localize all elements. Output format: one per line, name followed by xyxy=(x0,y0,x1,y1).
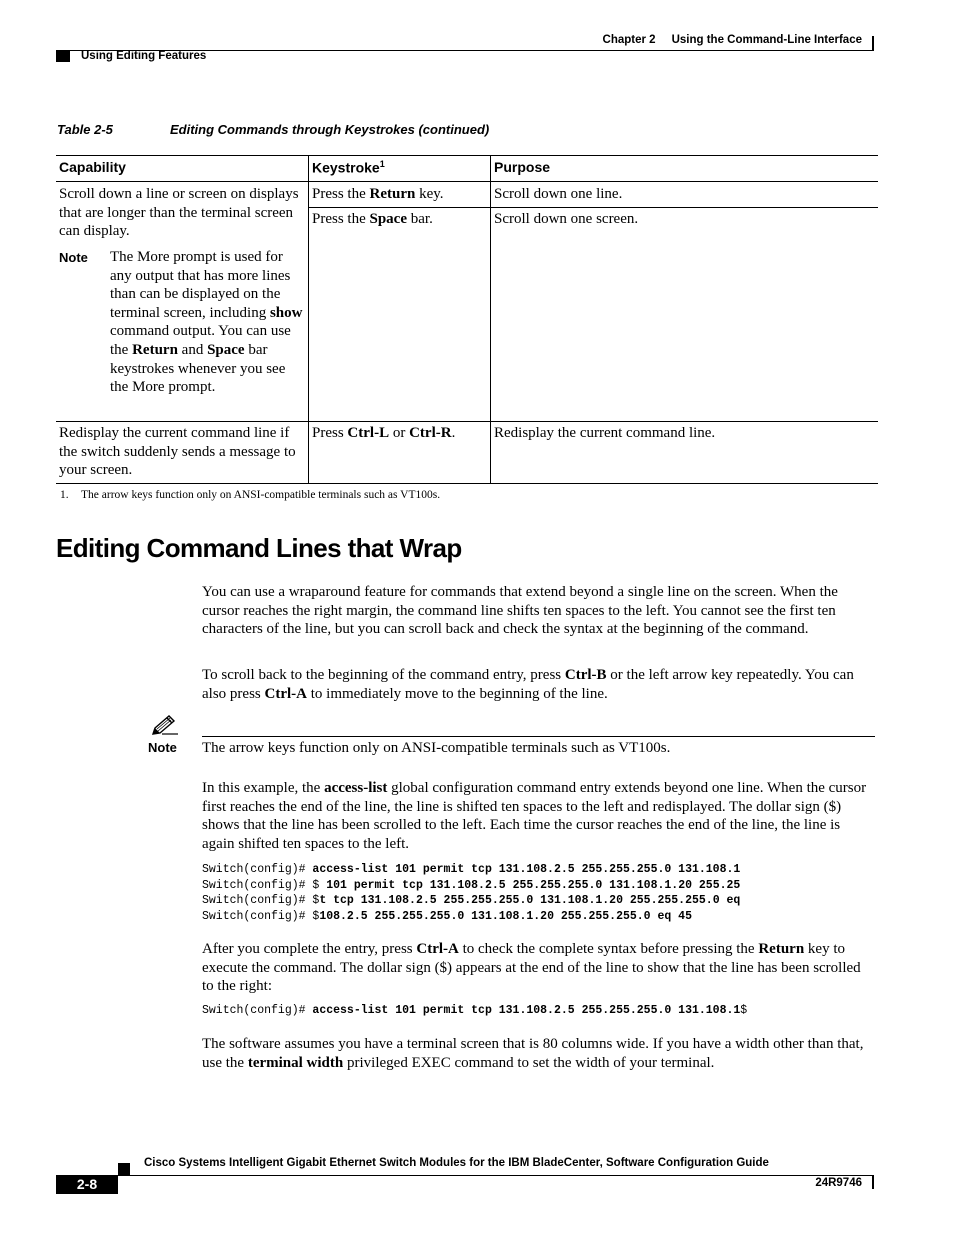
footnote-text: The arrow keys function only on ANSI-compatible terminals such as VT100s. xyxy=(81,489,441,501)
table-note-text: The More prompt is used for any output that has more lines than can be displayed on the terminal screen, including show command output. You can use the Return and Space bar keystrokes whenever you see the More prompt. xyxy=(110,249,303,396)
paragraph: The software assumes you have a terminal screen that is 80 columns wide. If you have a width other than that, use the terminal width privileged EXEC command to set the width of your terminal. xyxy=(202,1036,864,1071)
page-number: 2-8 xyxy=(56,1175,118,1194)
header-chapter xyxy=(560,34,862,46)
code-line: Switch(config)# access-list 101 permit tcp 131.108.2.5 255.255.255.0 131.108.1 xyxy=(202,863,741,876)
table-col-divider xyxy=(490,155,491,484)
footer-marker xyxy=(118,1163,130,1175)
table-caption-label: Table 2-5 xyxy=(57,122,113,137)
paragraph: After you complete the entry, press Ctrl-A to check the complete syntax before pressing the Return key to execute the command. The dollar sign ($) appears at the end of the line to show that the line has been scrolled to the right: xyxy=(202,941,861,995)
table-top-rule xyxy=(56,155,878,156)
keystroke-cell: Press the Space bar. xyxy=(312,211,433,227)
note-text: The arrow keys function only on ANSI-compatible terminals such as VT100s. xyxy=(202,740,671,756)
header-marker xyxy=(56,50,70,62)
code-example xyxy=(202,1003,747,1019)
table-col-divider xyxy=(308,155,309,484)
purpose-cell: Redisplay the current command line. xyxy=(494,425,716,441)
table-header-rule xyxy=(56,181,878,182)
footnote-ref: 1 xyxy=(379,159,385,169)
table-inner-rule xyxy=(309,207,878,208)
note-label: Note xyxy=(148,740,177,755)
paragraph: In this example, the access-list global configuration command entry extends beyond one line. When the cursor first reaches the end of the line, the line is shifted ten spaces to the left and redisplayed. The dollar sign ($) shows that the line has been scrolled to the left. Each time the cursor reaches the end of the line, the line is again shifted ten spaces to the left. xyxy=(202,780,867,852)
doc-number: 24R9746 xyxy=(815,1177,862,1189)
note-rule xyxy=(202,736,875,737)
code-line: Switch(config)# $108.2.5 255.255.255.0 131.108.1.20 255.255.255.0 eq 45 xyxy=(202,909,692,923)
table-row-rule xyxy=(56,421,878,422)
pencil-note-icon xyxy=(150,713,180,737)
chapter-number: Chapter 2 xyxy=(602,34,656,46)
table-footnote xyxy=(60,489,440,501)
code-line: Switch(config)# access-list 101 permit tcp 131.108.2.5 255.255.255.0 131.108.1$ xyxy=(202,1004,748,1017)
header-tick xyxy=(872,36,874,51)
capability-cell: Redisplay the current command line if the switch suddenly sends a message to your screen. xyxy=(59,425,296,479)
col-header-keystroke-label: Keystroke xyxy=(312,159,380,176)
purpose-cell: Scroll down one screen. xyxy=(494,211,639,227)
table-caption xyxy=(57,122,490,137)
section-heading: Editing Command Lines that Wrap xyxy=(56,533,462,563)
table-caption-title: Editing Commands through Keystrokes (continued) xyxy=(170,122,490,137)
keystroke-cell: Press Ctrl-L or Ctrl-R. xyxy=(312,425,456,441)
footer-tick xyxy=(872,1175,874,1189)
footer-title: Cisco Systems Intelligent Gigabit Ethernet Switch Modules for the IBM BladeCenter, Software Configuration Guide xyxy=(144,1157,769,1169)
paragraph: You can use a wraparound feature for commands that extend beyond a single line on the screen. When the cursor reaches the right margin, the command line shifts ten spaces to the left. You cannot see the first ten characters of the line, but you can scroll back and check the syntax at the beginning of the command. xyxy=(202,584,838,638)
table-note-label: Note xyxy=(59,250,88,265)
col-header-capability: Capability xyxy=(59,159,126,175)
header-section: Using Editing Features xyxy=(81,50,207,62)
footnote-number: 1. xyxy=(60,489,69,501)
code-example xyxy=(202,862,740,924)
table-bottom-rule xyxy=(56,483,878,484)
purpose-cell: Scroll down one line. xyxy=(494,186,623,202)
col-header-keystroke xyxy=(312,159,385,176)
paragraph: To scroll back to the beginning of the command entry, press Ctrl-B or the left arrow key repeatedly. You can also press Ctrl-A to immediately move to the beginning of the line. xyxy=(202,667,854,702)
col-header-purpose: Purpose xyxy=(494,159,551,175)
code-line: Switch(config)# $t tcp 131.108.2.5 255.255.255.0 131.108.1.20 255.255.255.0 eq xyxy=(202,894,741,907)
keystroke-cell: Press the Return key. xyxy=(312,186,444,202)
code-line: Switch(config)# $ 101 permit tcp 131.108.2.5 255.255.255.0 131.108.1.20 255.25 xyxy=(202,878,741,892)
footer-rule xyxy=(56,1175,874,1176)
chapter-title: Using the Command-Line Interface xyxy=(671,34,862,46)
capability-cell: Scroll down a line or screen on displays that are longer than the terminal screen can display. xyxy=(59,186,299,240)
